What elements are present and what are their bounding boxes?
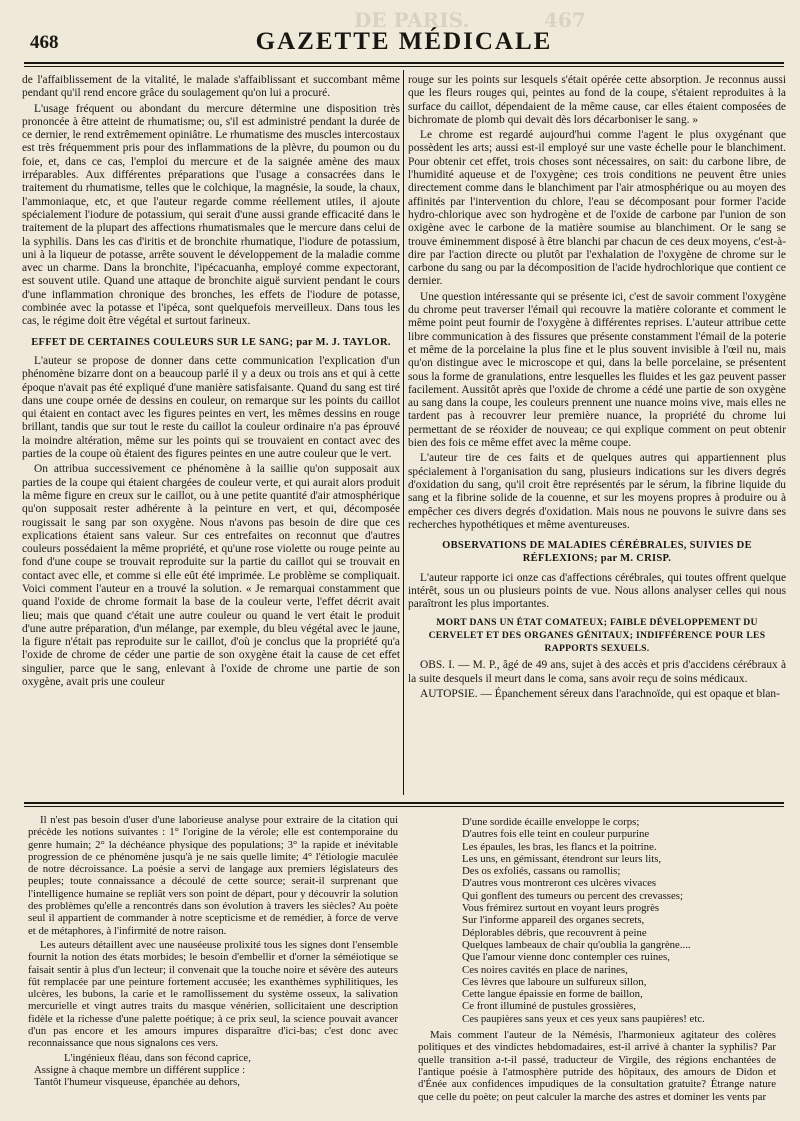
verse-line: D'autres fois elle teint en couleur purpurine — [462, 828, 650, 841]
verse-line: Tantôt l'humeur visqueuse, épanchée au dehors, — [34, 1076, 240, 1089]
page-title: GAZETTE MÉDICALE — [255, 28, 553, 55]
bleed-through-number: 467 — [544, 8, 586, 32]
right-column — [408, 74, 786, 794]
verse-line: Sur l'informe appareil des organes secrets, — [462, 914, 645, 927]
paragraph: Les auteurs détaillent avec une nauséeuse prolixité tous les signes dont l'ensemble fournit la notion des états morbides; le besoin d'embellir et d'orner la séméiotique se faisait sentir à plus d'un lecteur; il convenait que la touche noire et sévère des auteurs fût remplacée par une peinture fortement accusée; les exanthèmes syphilitiques, les ulcères, les bubons, la carie et le ramollissement du système osseux, la salivation mercurielle et vingt autres traits du masque vénérien, sollicitaient une description fidèle et la richesse d'une palette poétique; à ce prix seul, la science pouvait avancer d'un pas encore et les amours impures disparaître d'ici-bas; c'est donc avec reconnaissance que nous signalons ces vers. — [28, 938, 398, 1050]
feuilleton-rule-thin — [24, 806, 784, 807]
section-heading: EFFET DE CERTAINES COULEURS SUR LE SANG; par M. J. TAYLOR. — [31, 336, 391, 348]
page-number: 468 — [30, 32, 59, 53]
paragraph: Une question intéressante qui se présente ici, c'est de savoir comment l'oxygène du chrome peut traverser l'émail qui recouvre la matière colorante et comment le même point peut fournir de l'oxygène à différentes reprises. L'auteur attribue cette libre communication à des fissures que présente constamment l'émail de la poterie et même de la porcelaine la plus fine et le plus souvent invisible à l'œil nu, mais qu'on distingue avec le microscope et qui, dans la belle porcelaine, se présentent sous la forme de granulations, entre lesquelles les fluides et les gaz peuvent passer facilement. Aussitôt après que l'oxide de chrome a cédé une partie de son oxygène au sang dans la coupe, les couleurs prennent une nuance moins vive, mais elles ne tardent pas à recouvrer leur première nuance, la propriété du chrome lui permettant de se réoxider de nouveau; ce qui explique comment on peut obtenir bien des fois ce même effet avec la même coupe. — [408, 290, 786, 450]
verse-line: Ces paupières sans yeux et ces yeux sans paupières! etc. — [462, 1012, 705, 1025]
paragraph: Le chrome est regardé aujourd'hui comme l'agent le plus oxygénant que possèdent les arts; aussi est-il employé sur une vaste échelle pour le blanchiment. Pour obtenir cet effet, trois choses sont nécessaires, on sait: du carbone libre, de l'humidité aqueuse et de l'oxygène; ces trois conditions ne peuvent être unies directement comme dans le blanchiment par l'air atmosphérique ou au moyen des affinités par l'intervention du chlore, l'eau se décomposant pour former l'acide hydro-chlorique avec son hydrogène et de l'oxide de carbone par l'union de son oxigène avec le carbone de la matière soumise au blanchiment. Or le sang se trouve éminemment disposé à être blanchi par chacun de ces deux moyens, c'est-à-dire par l'action directe ou plutôt par l'exhalation de l'oxygène de chrome sur le carbone du sang ou par la décomposition de l'acide hydrochlorique que contient ce dernier. — [408, 129, 786, 288]
verse-line: Déplorables débris, que recouvrent à peine — [462, 926, 647, 939]
verse-line: L'ingénieux fléau, dans son fécond caprice, — [64, 1051, 251, 1064]
paragraph: On attribua successivement ce phénomène à la saillie qu'on supposait aux parties de la coupe qui étaient chargées de couleur verte, et qui aurait alors produit la même figure en creux sur le caillot, ou à une petite quantité d'air atmosphérique qu'on supposait rester adhérente à la peinture en vert, et qui, décomposée rougissait le sang par son oxygène. Nous n'avons pas besoin de dire que ces explications étaient sans valeur. Sur ces entrefaites on reconnut que d'autres couleurs possédaient la même propriété, et qu'une rose violette ou rouge peinte au fond d'une coupe se trouvait reproduite sur la partie du caillot qui se trouvait en contact avec elle, et comme si elle eût été imprimée. Le problème se compliquait. Voici comment l'auteur en a trouvé la solution. « Je remarquai constamment que quand l'oxide de chrome formait la base de la couleur verte, l'effet décrit avait lieu; mais que quand c'était une autre couleur ou quand le vert était le produit d'une autre préparation, d'un mélange, par exemple, du bleu végétal avec le jaune, la figure n'était pas reproduite sur le caillot, d'où je conclus que la propriété qu'a l'oxide de chrome de céder une partie de son oxygène était la cause de cet effet singulier, parce que le sang, enlevant à l'oxide de chrome une partie de son oxygène, avait pris une couleur — [22, 463, 400, 689]
feuilleton-rule — [24, 802, 784, 804]
paragraph: L'auteur rapporte ici onze cas d'affections cérébrales, qui toutes offrent quelque intérêt, sous un ou plusieurs points de vue. Nous allons analyser celles qui nous paraîtront les plus importantes. — [408, 571, 786, 611]
verse-line: Ce front illuminé de pustules grossières, — [462, 1000, 636, 1013]
paragraph: L'auteur se propose de donner dans cette communication l'explication d'un phénomène bizarre dont on a beaucoup parlé il y a deux ou trois ans et qui à cette époque n'avait pas été expliqué d'une manière satisfaisante. Quand du sang est tiré dans une coupe ornée de dessins en couleur, on remarque sur les points du caillot qui étaient en contact avec les figures peintes en vert, les mêmes dessins en rouge brillant, tandis que sur tout le reste du caillot la couleur ordinaire n'a pas éprouvé la moindre altération, même sur les points qui se trouvaient en contact avec des parties de la coupe où étaient des figures peintes en une autre couleur que le vert. — [22, 354, 400, 461]
header-rule-thin — [24, 66, 784, 67]
verse-line: D'une sordide écaille enveloppe le corps; — [462, 816, 640, 828]
paragraph: de l'affaiblissement de la vitalité, le malade s'affaiblissant et succombant même pendant qu'il rend encore grâce du soulagement qu'on lui a procuré. — [22, 74, 400, 100]
verse-line: Les uns, en gémissant, étendront sur leurs lits, — [462, 852, 662, 865]
verse-line: Vous frémirez surtout en voyant leurs progrès — [462, 902, 660, 915]
paragraph: L'auteur tire de ces faits et de quelques autres qui appartiennent plus spécialement à l'organisation du sang, plusieurs indications sur les divers degrés d'oxidation du sang, qu'il croit être représentés par le sérum, la fibrine liquide du sang et la fibrine solide de la couenne, et sur les moyens propres à produire ou à empêcher ces divers degrés d'oxidation. Mais nous ne pouvons le suivre dans ses recherches hypothétiques et même aventureuses. — [408, 452, 786, 531]
column-divider — [403, 70, 404, 795]
verse-line: Ces noires cavités en place de narines, — [462, 963, 628, 976]
verse-line: Les épaules, les bras, les flancs et la poitrine. — [462, 840, 657, 853]
verse-line: Des os exfoliés, cassans ou ramollis; — [462, 865, 621, 878]
case-heading: MORT DANS UN ÉTAT COMATEUX; FAIBLE DÉVELOPPEMENT DU CERVELET ET DES ORGANES GÉNITAUX; INDIFFÉRENCE POUR LES RAPPORTS SEXUELS. — [428, 616, 766, 655]
section-heading: OBSERVATIONS DE MALADIES CÉRÉBRALES, SUIVIES DE RÉFLEXIONS; par M. CRISP. — [442, 540, 752, 565]
verse-line: Qui gonflent des tumeurs ou percent des crevasses; — [462, 889, 683, 902]
feuilleton-left-column — [28, 814, 398, 1114]
paragraph: L'usage fréquent ou abondant du mercure détermine une disposition très prononcée à être atteint de rhumatisme; ou, s'il est administré pendant la durée de ce dernier, le rend extrêmement opiniâtre. Le rhumatisme des muscles intercostaux est très fréquemment pris pour des inflammations de la plèvre, du poumon ou du foie, et, dans ce cas, l'emploi du mercure et de la saignée amène des maux irréparables. Aux différentes préparations que l'usage a consacrées dans le traitement du rhumatisme, telles que le colchique, la magnésie, la soude, la chaux, l'ammoniaque, etc, et que l'auteur regarde comme réellement utiles, il ajoute spécialement l'iodure de potassium, qui serait d'une aussi grande efficacité dans le traitement de la plupart des affections rhumatismales que le mercure dans celui de la syphilis. Dans les cas d'iritis et de bronchite rhumatique, l'iodure de potassium, uni à la liqueur de potasse, arrête souvent le développement de la maladie comme avec un charme. Dans la bronchite, l'ipécacuanha, employé comme expectorant, est souvent utile. Quand une attaque de bronchite aiguë survient pendant le cours d'une inflammation chronique des bronches, les effets de l'iodure de potasse, combinée avec la potasse et l'ipéca, sont quelquefois merveilleux. Dans tous les cas, le régime doit être végétal et surtout farineux. — [22, 102, 400, 328]
paragraph: Il n'est pas besoin d'user d'une laborieuse analyse pour extraire de la citation qui précède les notions suivantes : 1° l'origine de la vérole; elle est contemporaine du genre humain; 2° la déchéance physique des populations; 3° la rapide et inévitable progression de ce phénomène jusqu'à je ne sais quelle limite; 4° l'étiologie maculée de notre décroissance. La poésie a servi de langage aux premiers législateurs des peuples; toute connaissance a découlé de cette source; serait-il surprenant que l'intelligence humaine se repliât vers son point de départ, pour y découvrir la solution des problèmes qu'elle a rencontrés dans son évolution à travers les siècles? Au poète seul il appartient de commander à notre scepticisme et de remédier, à force de verve et de métaphores, à l'infirmité de notre raison. — [28, 814, 398, 937]
paragraph: rouge sur les points sur lesquels s'était opérée cette absorption. Je reconnus aussi que les fleurs rouges qui, peintes au fond de la coupe, s'étaient reproduites à la surface du caillot, dépendaient de la même cause, car elles étaient composées de bichromate de plomb qui devait dès lors décarboniser le sang. » — [408, 74, 786, 126]
paragraph: AUTOPSIE. — Épanchement séreux dans l'arachnoïde, qui est opaque et blan- — [420, 688, 780, 701]
verse-line: Cette langue épaissie en forme de baillon, — [462, 988, 643, 1001]
verse-line: Ces lèvres que laboure un sulfureux sillon, — [462, 975, 647, 988]
left-column — [22, 74, 400, 794]
paragraph: OBS. I. — M. P., âgé de 49 ans, sujet à des accès et pris d'accidens cérébraux à la suite desquels il meurt dans le coma, sans avoir reçu de soins médicaux. — [408, 659, 786, 685]
verse-line: Assigne à chaque membre un différent supplice : — [34, 1063, 246, 1076]
verse-line: Que l'amour vienne donc contempler ces ruines, — [462, 951, 670, 964]
feuilleton-right-column — [418, 814, 776, 1114]
verse-block — [418, 816, 776, 1025]
paragraph: Mais comment l'auteur de la Némésis, l'harmonieux agitateur des colères politiques et des vindictes hebdomadaires, est-il arrivé à chanter la syphilis? Par quelle transition a-t-il passé, traducteur de Virgile, des régions enchantées de l'antique poésie à l'atmosphère putride des hôpitaux, des amours de Didon et d'Énée aux confidences impudiques de la consultation gratuite? Étrange nature que celle du poète; on peut calculer la marche des astres et dominer les vents par — [418, 1029, 776, 1103]
verse-line: Quelques lambeaux de chair qu'oublia la gangrène.... — [462, 938, 691, 951]
page-header — [24, 8, 784, 58]
verse-block — [28, 1052, 398, 1089]
bleed-through-title: DE PARIS. — [354, 8, 470, 32]
header-rule — [24, 62, 784, 64]
verse-line: D'autres vous montreront ces ulcères vivaces — [462, 877, 657, 890]
